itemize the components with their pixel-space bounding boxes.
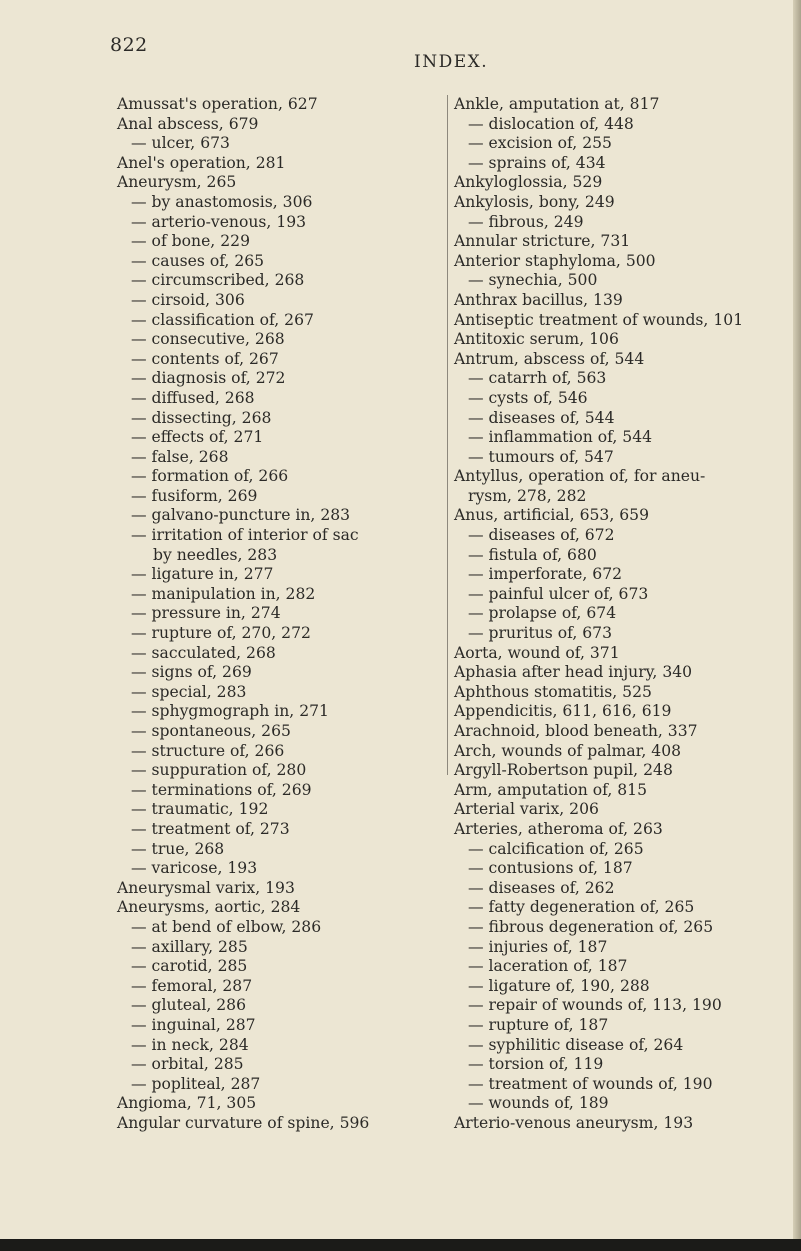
index-entry: — rupture of, 187 [468, 1015, 609, 1034]
index-entry: Anus, artificial, 653, 659 [454, 506, 650, 525]
index-entry: — dislocation of, 448 [468, 114, 634, 133]
index-entry: — varicose, 193 [131, 859, 258, 878]
index-entry: — terminations of, 269 [131, 780, 312, 799]
index-entry: — calcification of, 265 [468, 839, 644, 858]
index-entry: — pruritus of, 673 [468, 624, 613, 643]
index-entry: Arm, amputation of, 815 [454, 780, 648, 799]
index-entry: Amussat's operation, 627 [117, 95, 318, 113]
index-entry: — diseases of, 672 [468, 526, 615, 545]
index-entry: — ligature in, 277 [131, 565, 274, 584]
index-entry: Aneurysmal varix, 193 [117, 878, 295, 897]
index-entry: — special, 283 [131, 682, 247, 701]
index-entry: — ligature of, 190, 288 [468, 976, 650, 995]
index-entry: — rupture of, 270, 272 [131, 624, 311, 643]
index-entry: — classification of, 267 [131, 310, 314, 329]
index-entry: — irritation of interior of sac [131, 526, 359, 545]
index-entry: — contents of, 267 [131, 349, 279, 368]
index-entry: rysm, 278, 282 [468, 486, 587, 505]
index-entry: by needles, 283 [153, 545, 278, 564]
index-entry: — formation of, 266 [131, 467, 289, 486]
index-entry: — repair of wounds of, 113, 190 [468, 996, 722, 1015]
index-entry: Aneurysms, aortic, 284 [117, 898, 301, 917]
index-entry: Annular stricture, 731 [454, 232, 631, 251]
index-entry: — true, 268 [131, 839, 225, 858]
index-entry: — by anastomosis, 306 [131, 192, 313, 211]
index-entry: — consecutive, 268 [131, 330, 285, 349]
running-head: INDEX. [414, 52, 489, 72]
index-entry: — fibrous, 249 [468, 212, 584, 231]
index-column-left [117, 95, 437, 1133]
index-entry: Arch, wounds of palmar, 408 [454, 741, 682, 760]
index-entry: — syphilitic disease of, 264 [468, 1035, 684, 1054]
index-entry: — false, 268 [131, 447, 229, 466]
index-entry: Appendicitis, 611, 616, 619 [454, 702, 672, 721]
index-entry: — suppuration of, 280 [131, 761, 307, 780]
index-entry: Aneurysm, 265 [117, 173, 237, 192]
index-entry: — catarrh of, 563 [468, 369, 607, 388]
page-edge-bottom [0, 1239, 801, 1251]
index-entry: — cysts of, 546 [468, 388, 588, 407]
index-entry: — laceration of, 187 [468, 957, 628, 976]
column-divider [447, 95, 448, 775]
index-entry: — imperforate, 672 [468, 565, 623, 584]
index-entry: — circumscribed, 268 [131, 271, 305, 290]
index-entry: — treatment of wounds of, 190 [468, 1074, 713, 1093]
index-entry: — spontaneous, 265 [131, 722, 291, 740]
index-entry: — diffused, 268 [131, 388, 255, 407]
index-entry: — at bend of elbow, 286 [131, 917, 322, 936]
index-entry: — wounds of, 189 [468, 1094, 609, 1113]
page-edge-right [793, 0, 801, 1251]
index-entry: — traumatic, 192 [131, 800, 269, 819]
index-entry: — treatment of, 273 [131, 819, 290, 838]
index-entry: — structure of, 266 [131, 741, 285, 760]
index-entry: — axillary, 285 [131, 937, 248, 956]
index-entry: Ankylosis, bony, 249 [454, 192, 615, 211]
index-entry: Ankyloglossia, 529 [454, 173, 603, 192]
index-entry: — femoral, 287 [131, 976, 253, 995]
index-entry: — ulcer, 673 [131, 134, 230, 153]
index-entry: — sacculated, 268 [131, 643, 276, 662]
index-entry: Antrum, abscess of, 544 [454, 349, 645, 368]
index-column-right [454, 95, 794, 1133]
index-entry: — effects of, 271 [131, 428, 264, 447]
index-entry: — sphygmograph in, 271 [131, 702, 329, 721]
index-entry: — of bone, 229 [131, 232, 250, 251]
index-entry: — fistula of, 680 [468, 545, 597, 564]
index-entry: Arterial varix, 206 [454, 800, 599, 819]
index-entry: Antiseptic treatment of wounds, 101 [454, 310, 744, 329]
index-entry: — prolapse of, 674 [468, 604, 617, 623]
index-entry: — excision of, 255 [468, 134, 612, 153]
index-entry: Argyll-Robertson pupil, 248 [454, 761, 673, 780]
index-entry: Ankle, amputation at, 817 [454, 95, 660, 113]
index-entry: — carotid, 285 [131, 957, 248, 976]
index-entry: — popliteal, 287 [131, 1074, 261, 1093]
index-entry: — fatty degeneration of, 265 [468, 898, 695, 917]
index-entry: Aphthous stomatitis, 525 [454, 682, 652, 701]
index-entry: — orbital, 285 [131, 1055, 244, 1074]
index-entry: — in neck, 284 [131, 1035, 249, 1054]
index-entry: Anal abscess, 679 [117, 114, 259, 133]
index-entry: Aorta, wound of, 371 [454, 643, 620, 662]
index-entry: — synechia, 500 [468, 271, 598, 290]
index-entry: — injuries of, 187 [468, 937, 608, 956]
index-entry: Aphasia after head injury, 340 [454, 663, 693, 682]
index-entry: — torsion of, 119 [468, 1055, 604, 1074]
index-entry: — sprains of, 434 [468, 153, 606, 172]
index-entry: Angioma, 71, 305 [117, 1094, 257, 1113]
index-entry: — inflammation of, 544 [468, 428, 653, 447]
index-entry: — inguinal, 287 [131, 1015, 256, 1034]
index-entry: — causes of, 265 [131, 251, 265, 270]
index-entry: Angular curvature of spine, 596 [117, 1113, 370, 1132]
index-entry: Anel's operation, 281 [117, 153, 286, 172]
index-entry: Anterior staphyloma, 500 [454, 251, 656, 270]
index-entry: Anthrax bacillus, 139 [454, 290, 623, 309]
index-entry: — signs of, 269 [131, 663, 252, 682]
index-entry: — dissecting, 268 [131, 408, 272, 427]
index-entry: — fusiform, 269 [131, 486, 258, 505]
index-entry: — diseases of, 262 [468, 878, 615, 897]
index-entry: — galvano-puncture in, 283 [131, 506, 351, 525]
index-entry: — diagnosis of, 272 [131, 369, 286, 388]
index-entry: — diseases of, 544 [468, 408, 615, 427]
index-entry: — cirsoid, 306 [131, 290, 245, 309]
index-entry: — contusions of, 187 [468, 859, 633, 878]
index-entry: — painful ulcer of, 673 [468, 584, 649, 603]
index-entry: Antyllus, operation of, for aneu- [454, 467, 706, 486]
index-entry: Arteries, atheroma of, 263 [454, 819, 663, 838]
index-entry: — pressure in, 274 [131, 604, 281, 623]
index-entry: — manipulation in, 282 [131, 584, 316, 603]
page-number: 822 [110, 34, 148, 56]
index-entry: — gluteal, 286 [131, 996, 247, 1015]
index-entry: — arterio-venous, 193 [131, 212, 307, 231]
index-entry: — tumours of, 547 [468, 447, 614, 466]
index-entry: Arterio-venous aneurysm, 193 [454, 1113, 694, 1132]
index-entry: — fibrous degeneration of, 265 [468, 917, 714, 936]
index-entry: Arachnoid, blood beneath, 337 [454, 722, 698, 740]
index-entry: Antitoxic serum, 106 [454, 330, 619, 349]
